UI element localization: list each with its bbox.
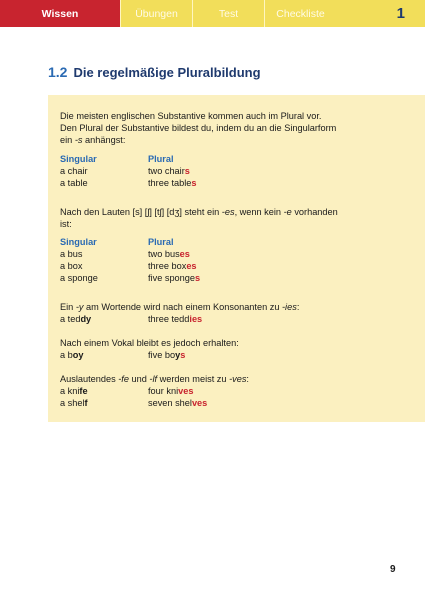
rule-2-mid: , wenn kein xyxy=(234,207,284,217)
suffix-es: -es xyxy=(221,207,235,217)
top-nav-bar xyxy=(0,0,425,27)
plural-ending: ves xyxy=(178,386,194,396)
singular-shelf xyxy=(60,397,88,409)
chapter-number: 1 xyxy=(336,0,425,27)
singular-ending: oy xyxy=(72,350,84,360)
section-number: 1.2 xyxy=(48,64,68,80)
rule-2-pre: Nach den Lauten [s] [ʃ] [tʃ] [dʒ] steht ein xyxy=(60,207,222,217)
singular-bus: a bus xyxy=(60,249,83,259)
rule-2-line-1 xyxy=(60,206,338,218)
rule-2-line-2: ist: xyxy=(60,219,72,229)
singular-stem: a shel xyxy=(60,398,85,408)
plural-stem: two chair xyxy=(148,166,185,176)
plural-ending: s xyxy=(191,178,197,188)
plural-stem: seven shel xyxy=(148,398,192,408)
plural-stem: five sponge xyxy=(148,273,195,283)
rule-3-post: : xyxy=(296,302,300,312)
singular-teddy xyxy=(60,313,91,325)
suffix-ies: -ies xyxy=(282,302,297,312)
rule-3-mid: am Wortende wird nach einem Konsonanten zu xyxy=(83,302,282,312)
plural-ending: s xyxy=(180,350,186,360)
rule-4: Nach einem Vokal bleibt es jedoch erhalten: xyxy=(60,338,239,348)
singular-box: a box xyxy=(60,261,83,271)
plural-ending: es xyxy=(186,261,197,271)
singular-table: a table xyxy=(60,178,88,188)
rule-5-and: und xyxy=(128,374,150,384)
plural-sponges xyxy=(148,272,200,284)
plural-stem: two bus xyxy=(148,249,180,259)
plural-ending: ies xyxy=(189,314,203,324)
singular-chair: a chair xyxy=(60,166,88,176)
plural-chairs xyxy=(148,165,190,177)
plural-shelves xyxy=(148,397,207,409)
rule-5-post: : xyxy=(246,374,249,384)
singular-sponge: a sponge xyxy=(60,273,98,283)
singular-stem: a ted xyxy=(60,314,81,324)
intro-line-3 xyxy=(60,134,125,146)
section-title: Die regelmäßige Pluralbildung xyxy=(73,65,261,80)
header-singular-2: Singular xyxy=(60,237,97,247)
plural-stem: three table xyxy=(148,178,192,188)
section-heading xyxy=(48,64,261,80)
header-plural-1: Plural xyxy=(148,154,174,164)
tab-wissen[interactable]: Wissen xyxy=(0,0,120,27)
plural-tables xyxy=(148,177,197,189)
singular-ending: fe xyxy=(79,386,88,396)
suffix-lf: -lf xyxy=(149,374,158,384)
suffix-ves: -ves xyxy=(229,374,247,384)
rule-5-pre: Auslautendes xyxy=(60,374,119,384)
plural-stem: three tedd xyxy=(148,314,190,324)
plural-ending: es xyxy=(179,249,190,259)
header-singular-1: Singular xyxy=(60,154,97,164)
suffix-fe: -fe xyxy=(118,374,129,384)
plural-boxes xyxy=(148,260,197,272)
singular-boy xyxy=(60,349,84,361)
letter-e: -e xyxy=(283,207,292,217)
tab-checkliste[interactable]: Checkliste xyxy=(264,0,336,27)
intro-line-3-post: anhängst: xyxy=(82,135,126,145)
tab-uebungen[interactable]: Übungen xyxy=(120,0,192,27)
plural-buses xyxy=(148,248,190,260)
singular-knife xyxy=(60,385,88,397)
plural-stem: three box xyxy=(148,261,187,271)
singular-stem: a b xyxy=(60,350,73,360)
rule-3-pre: Ein xyxy=(60,302,76,312)
page-number: 9 xyxy=(390,564,396,575)
rule-3 xyxy=(60,301,299,313)
plural-knives xyxy=(148,385,193,397)
plural-stem: five bo xyxy=(148,350,176,360)
intro-line-1: Die meisten englischen Substantive kommen auch im Plural vor. xyxy=(60,111,322,121)
suffix-s: -s xyxy=(74,135,83,145)
plural-stem: four kni xyxy=(148,386,179,396)
intro-line-3-pre: ein xyxy=(60,135,75,145)
singular-ending: dy xyxy=(80,314,92,324)
letter-y: -y xyxy=(75,302,84,312)
singular-ending: f xyxy=(84,398,88,408)
rule-2-post: vorhanden xyxy=(291,207,338,217)
plural-teddies xyxy=(148,313,202,325)
plural-ending: s xyxy=(195,273,201,283)
plural-ending: ves xyxy=(191,398,208,408)
singular-stem: a kni xyxy=(60,386,80,396)
header-plural-2: Plural xyxy=(148,237,174,247)
rule-5 xyxy=(60,373,249,385)
plural-y: y xyxy=(175,350,181,360)
plural-ending: s xyxy=(184,166,190,176)
tab-test[interactable]: Test xyxy=(192,0,264,27)
rule-5-mid: werden meist zu xyxy=(157,374,230,384)
intro-line-2: Den Plural der Substantive bildest du, indem du an die Singularform xyxy=(60,123,337,133)
plural-boys xyxy=(148,349,185,361)
